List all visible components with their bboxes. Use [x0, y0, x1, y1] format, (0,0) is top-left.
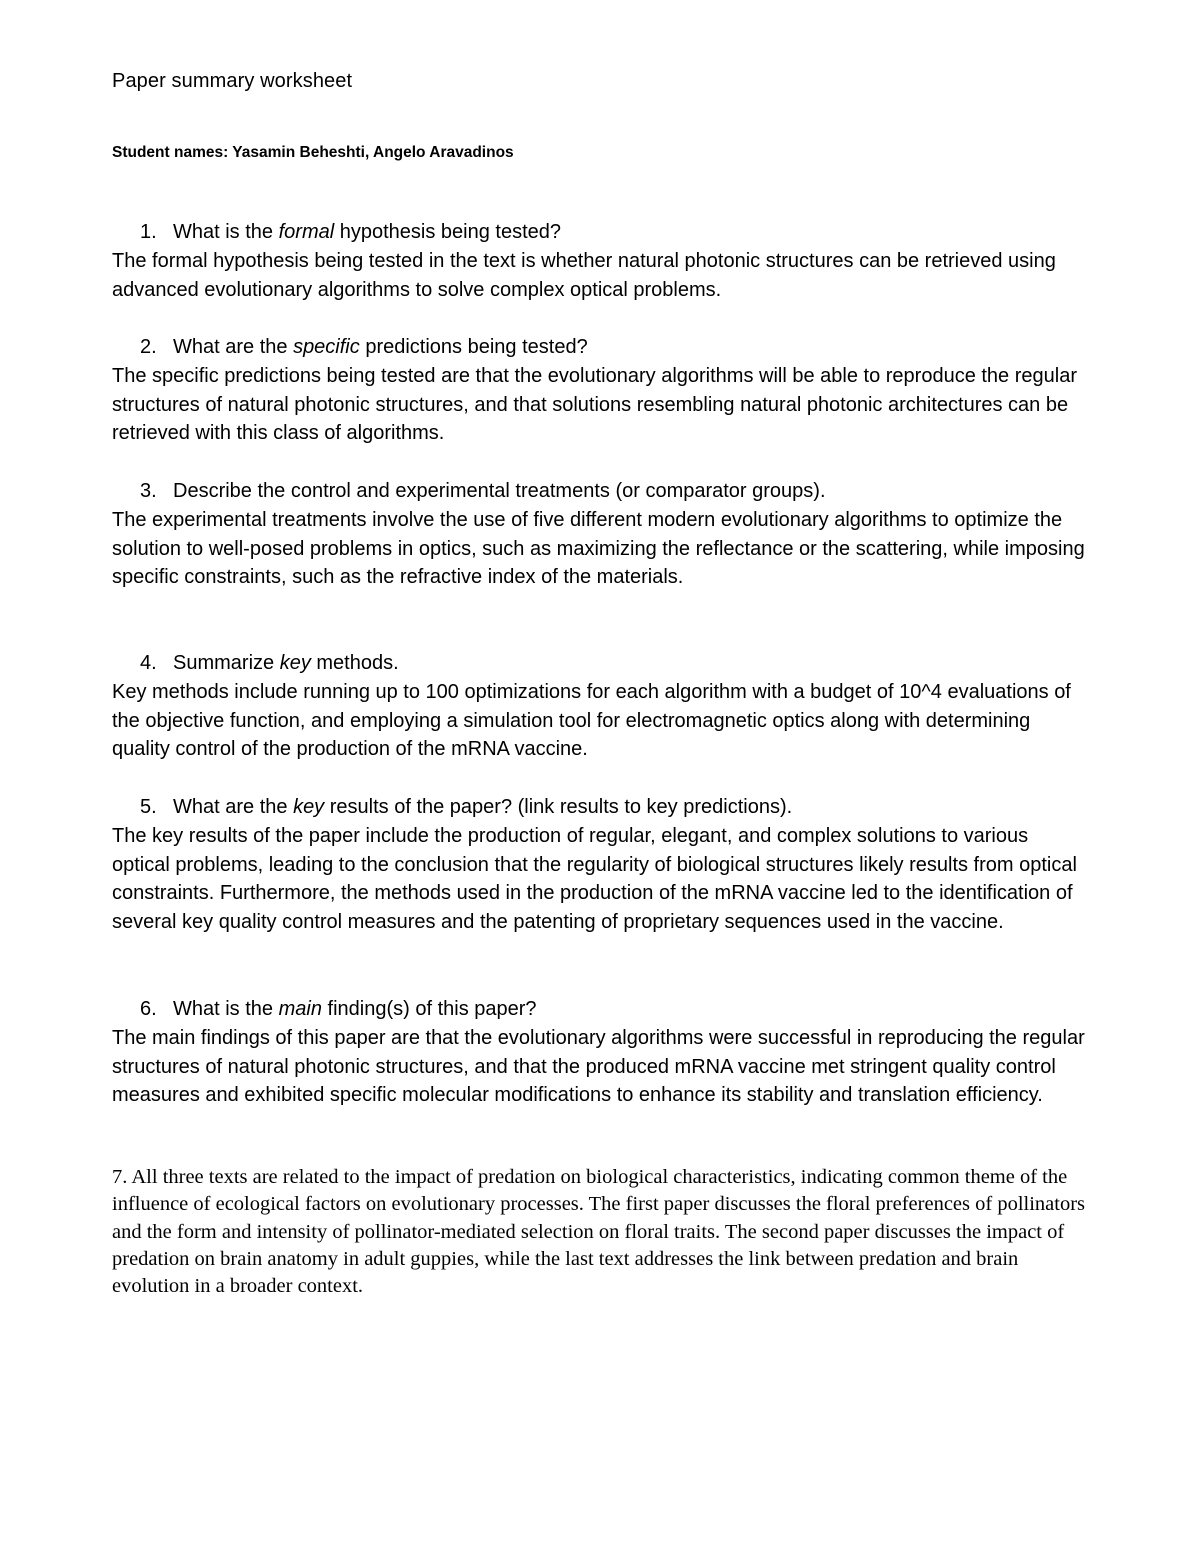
question-emphasis: key [293, 796, 325, 818]
question-text: predictions being tested? [359, 336, 588, 358]
question-emphasis: specific [293, 336, 360, 358]
answer-1: The formal hypothesis being tested in the text is whether natural photonic structures can be retrieved using advanced evolutionary algorithms to solve complex optical problems. [112, 250, 1056, 301]
question-text: What are the [173, 796, 294, 818]
question-emphasis: formal [278, 221, 335, 243]
question-text: results of the paper? (link results to key predictions). [324, 796, 793, 818]
item-7-paragraph: 7. All three texts are related to the impact of predation on biological characteristics, indicating common theme of the influence of ecological factors on evolutionary processes. The first paper discusses the floral preferences of pollinators and the form and intensity of pollinator-mediated selection on floral traits. The second paper discusses the impact of predation on brain anatomy in adult guppies, while the last text addresses the link between predation and brain evolution in a broader context. [112, 1166, 1086, 1298]
answer-2: The specific predictions being tested are that the evolutionary algorithms will be able to reproduce the regular structures of natural photonic structures, and that solutions resembling natural photonic architectures can be retrieved with this class of algorithms. [112, 365, 1077, 445]
question-text: What is the [173, 221, 279, 243]
question-emphasis: key [279, 652, 311, 674]
question-2 [140, 333, 588, 362]
question-number: 1. [140, 221, 157, 243]
question-3 [140, 477, 826, 506]
page-title: Paper summary worksheet [112, 70, 353, 92]
question-6 [140, 995, 537, 1024]
question-number: 2. [140, 336, 157, 358]
question-text: What are the [173, 336, 294, 358]
question-number: 3. [140, 480, 157, 502]
answer-5: The key results of the paper include the production of regular, elegant, and complex solutions to various optical problems, leading to the conclusion that the regularity of biological structures likely results from optical constraints. Furthermore, the methods used in the production of the mRNA vaccine led to the identification of several key quality control measures and the patenting of proprietary sequences used in the vaccine. [112, 825, 1077, 934]
question-text: methods. [310, 652, 399, 674]
question-text: finding(s) of this paper? [321, 998, 537, 1020]
question-text: Summarize [173, 652, 280, 674]
question-emphasis: main [278, 998, 322, 1020]
answer-6: The main findings of this paper are that the evolutionary algorithms were successful in reproducing the regular structures of natural photonic structures, and that the produced mRNA vaccine met stringent quality control measures and exhibited specific molecular modifications to enhance its stability and translation efficiency. [112, 1027, 1085, 1107]
question-text: Describe the control and experimental treatments (or comparator groups). [173, 480, 826, 502]
answer-3: The experimental treatments involve the use of five different modern evolutionary algorithms to optimize the solution to well-posed problems in optics, such as maximizing the reflectance or the scattering, while imposing specific constraints, such as the refractive index of the materials. [112, 509, 1085, 589]
question-number: 6. [140, 998, 157, 1020]
student-names: Student names: Yasamin Beheshti, Angelo Aravadinos [112, 144, 514, 161]
question-text: What is the [173, 998, 279, 1020]
question-5 [140, 793, 792, 822]
question-number: 4. [140, 652, 157, 674]
question-1 [140, 218, 561, 247]
question-4 [140, 649, 399, 678]
question-number: 5. [140, 796, 157, 818]
question-text: hypothesis being tested? [334, 221, 562, 243]
answer-4: Key methods include running up to 100 optimizations for each algorithm with a budget of 10^4 evaluations of the objective function, and employing a simulation tool for electromagnetic optics along with determining quality control of the production of the mRNA vaccine. [112, 681, 1071, 761]
